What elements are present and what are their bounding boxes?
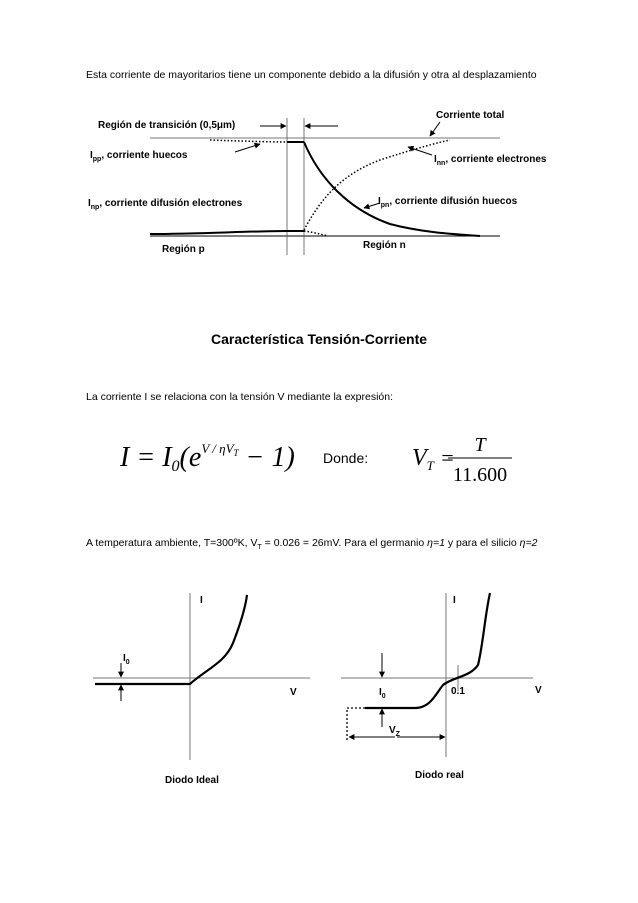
vz-label: $V_Z$ (389, 725, 400, 738)
inp-label: $I_{np}$, corriente difusión electrones (88, 198, 243, 211)
ideal-diode-graph (85, 585, 325, 795)
ipp-curve (210, 140, 287, 142)
ideal-caption: Diodo Ideal (165, 775, 219, 786)
real-tick-01-label: 0.1 (451, 686, 465, 697)
vt-symbol: $V_T$ = (412, 445, 455, 473)
ipp-pointer (235, 144, 260, 152)
diode-equation (110, 425, 530, 495)
relation-paragraph: La corriente I se relaciona con la tensión V mediante la expresión: (86, 391, 394, 403)
total-pointer (430, 122, 440, 136)
ideal-i-axis-label: I (200, 595, 203, 606)
junction-currents-diagram (80, 100, 550, 265)
inp-tail (304, 231, 328, 236)
fraction-numerator: T (474, 434, 486, 456)
fraction-denominator: 11.600 (452, 464, 508, 486)
real-v-axis-label: V (535, 685, 542, 696)
real-iv-curve (365, 593, 490, 708)
ideal-v-axis-label: V (290, 687, 297, 698)
ideal-iv-curve (95, 595, 247, 684)
real-caption: Diodo real (415, 770, 464, 781)
region-p-label: Región p (162, 244, 205, 255)
donde-label: Donde: (323, 450, 369, 466)
ipn-label: $I_{pn}$, corriente difusión huecos (378, 196, 518, 209)
inp-curve (150, 231, 304, 234)
breakdown-region (347, 708, 365, 740)
total-current-label: Corriente total (436, 110, 505, 121)
ipp-label: $I_{pp}$, corriente huecos (90, 150, 188, 163)
ambient-paragraph: A temperatura ambiente, T=300ºK, $V_T = 0.026 = 26mV$. Para el germanio η=1 y para el silicio η=2 (86, 537, 538, 552)
real-i-axis-label: I (453, 595, 456, 606)
intro-paragraph: Esta corriente de mayoritarios tiene un componente debido a la difusión y otra al desplazamiento (86, 69, 537, 81)
transition-region-label: Región de transición (0,5μm) (98, 120, 236, 131)
ideal-i0-label: $I_0$ (123, 653, 130, 666)
equation-main: $I = I0(e^{V / \eta V}T - 1)$ (120, 441, 295, 475)
real-i0-label: $I_0$ (379, 687, 386, 700)
inn-label: $I_{nn}$, corriente electrones (434, 154, 547, 167)
real-diode-graph (335, 585, 565, 795)
region-n-label: Región n (363, 240, 406, 251)
section-heading: Característica Tensión-Corriente (210, 331, 428, 347)
